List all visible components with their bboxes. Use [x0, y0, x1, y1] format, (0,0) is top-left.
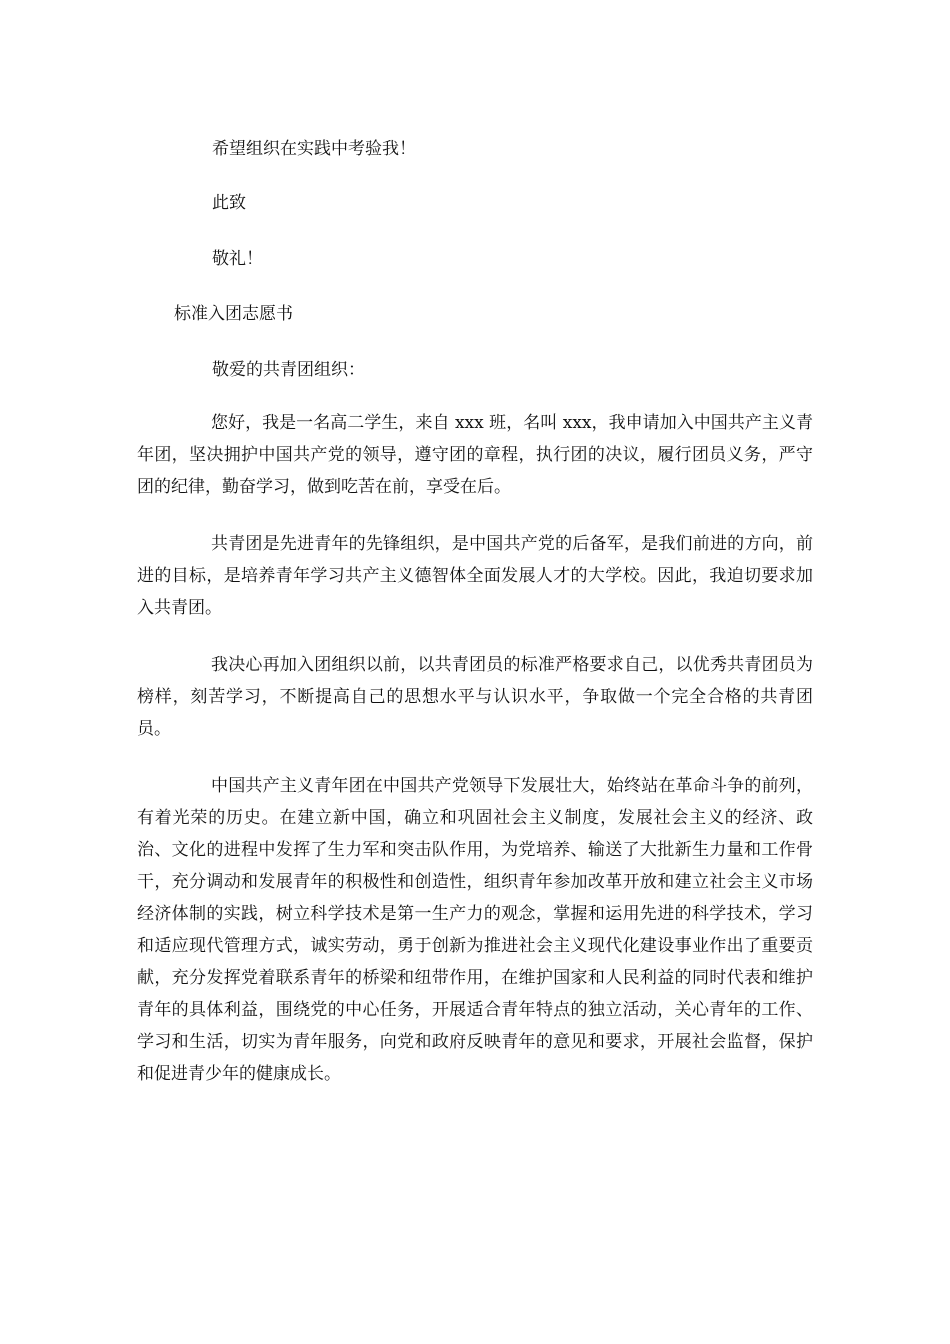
- paragraph-league-history: 中国共产主义青年团在中国共产党领导下发展壮大，始终站在革命斗争的前列，有着光荣的历史。在建立新中国，确立和巩固社会主义制度，发展社会主义的经济、政治、文化的进程中发挥了生力军和突击队作用，为党培养、输送了大批新生力量和工作骨干，充分调动和发展青年的积极性和创造性，组织青年参加改革开放和建立社会主义市场经济体制的实践，树立科学技术是第一生产力的观念，掌握和运用先进的科学技术，学习和适应现代管理方式，诚实劳动，勇于创新为推进社会主义现代化建设事业作出了重要贡献，充分发挥党着联系青年的桥梁和纽带作用，在维护国家和人民利益的同时代表和维护青年的具体利益，围绕党的中心任务，开展适合青年特点的独立活动，关心青年的工作、学习和生活，切实为青年服务，向党和政府反映青年的意见和要求，开展社会监督，保护和促进青少年的健康成长。: [137, 776, 813, 1084]
- paragraph-resolution: 我决心再加入团组织以前，以共青团员的标准严格要求自己，以优秀共青团员为榜样，刻苦学习，不断提高自己的思想水平与认识水平，争取做一个完全合格的共青团员。: [137, 655, 813, 739]
- salutation-line-2: 敬礼！: [212, 249, 263, 269]
- paragraph-league-purpose: 共青团是先进青年的先锋组织，是中国共产党的后备军，是我们前进的方向，前进的目标，是培养青年学习共产主义德智体全面发展人才的大学校。因此，我迫切要求加入共青团。: [137, 534, 813, 618]
- salutation-line-1: 此致: [212, 193, 246, 213]
- paragraph-application: 您好，我是一名高二学生，来自 xxx 班，名叫 xxx，我申请加入中国共产主义青年团，坚决拥护中国共产党的领导，遵守团的章程，执行团的决议，履行团员义务，严守团的纪律，勤奋学习，做到吃苦在前，享受在后。: [137, 413, 813, 497]
- section-title: 标准入团志愿书: [174, 304, 293, 324]
- closing-hope-line: 希望组织在实践中考验我！: [212, 139, 416, 159]
- greeting-line: 敬爱的共青团组织：: [212, 360, 365, 380]
